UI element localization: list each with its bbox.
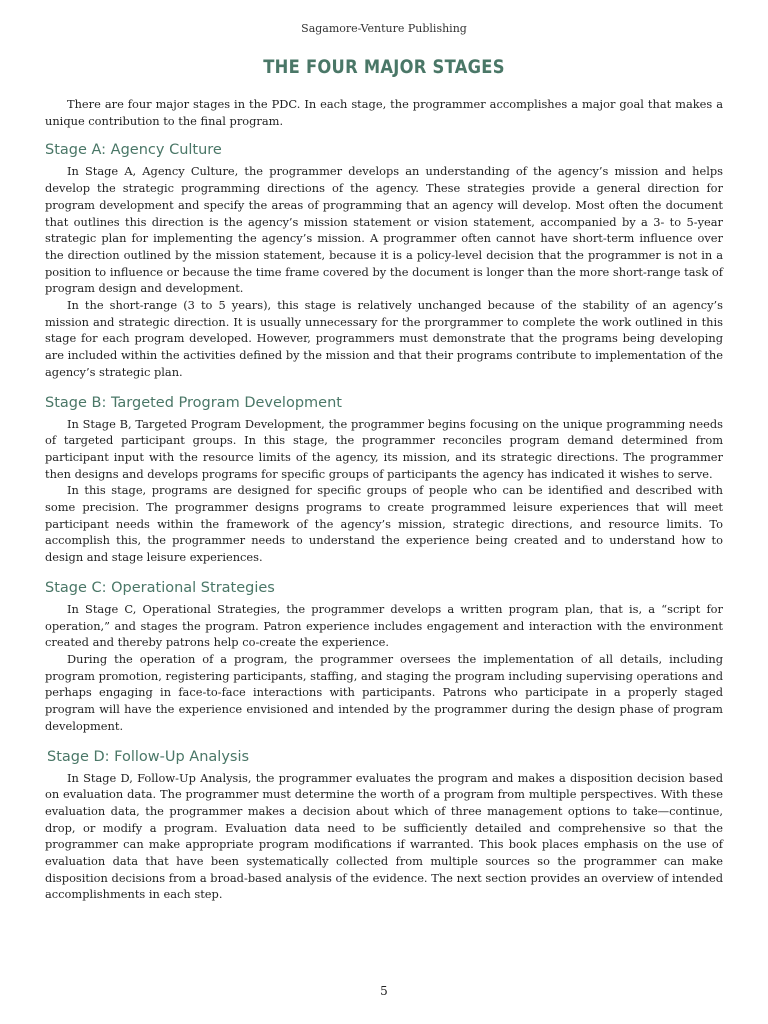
stage-b-heading: Stage B: Targeted Program Development [45,394,342,411]
page-number: 5 [380,984,388,998]
stage-a-heading: Stage A: Agency Culture [45,142,222,159]
stage-c-paragraph-1: In Stage C, Operational Strategies, the programmer develops a written program plan, that is, a “script for operation,” and stages the program. Patron experience includes engagement and interaction with the environment created and thereby patrons help co-create the experience. [45,601,723,650]
stage-c-paragraph-2: During the operation of a program, the programmer oversees the implementation of all details, including program promotion, registering participants, staffing, and staging the program including supervising operations and perhaps engaging in face-to-face interactions with participants. Patrons who participate in a properly staged program will have the experience envisioned and intended by the programmer during the design phase of program development. [45,651,723,733]
stage-a-paragraph-1: In Stage A, Agency Culture, the programmer develops an understanding of the agency’s mission and helps develop the strategic programming directions of the agency. These strategies provide a general direction for program development and specify the areas of programming that an agency will develop. Most often the document that outlines this direction is the agency’s mission statement or vision statement, accompanied by a 3- to 5-year strategic plan for implementing the agency’s mission. A programmer often cannot have short-term influence over the direction outlined by the mission statement, because it is a policy-level decision that the programmer is not in a position to influence or because the time frame covered by the document is longer than the more short-range task of program design and development. [45,164,723,296]
stage-c-heading: Stage C: Operational Strategies [45,579,275,596]
stage-d-paragraph-1: In Stage D, Follow-Up Analysis, the programmer evaluates the program and makes a disposition decision based on evaluation data. The programmer must determine the worth of a program from multiple perspectives. With these evaluation data, the programmer makes a decision about which of three management options to take—continue, drop, or modify a program. Evaluation data need to be sufficiently detailed and comprehensive so that the programmer can make appropriate program modifications if warranted. This book places emphasis on the use of evaluation data that have been systematically collected from multiple sources so the programmer can make disposition decisions from a broad-based analysis of the evidence. The next section provides an overview of intended accomplishments in each step. [45,770,723,902]
intro-paragraph: There are four major stages in the PDC. In each stage, the programmer accomplishes a major goal that makes a unique contribution to the final program. [45,97,723,128]
stage-b-paragraph-2: In this stage, programs are designed for specific groups of people who can be identified and described with some precision. The programmer designs programs to create programmed leisure experiences that will meet participant needs within the framework of the agency’s mission, strategic directions, and resource limits. To accomplish this, the programmer needs to understand the experience being created and to understand how to design and stage leisure experiences. [45,483,723,565]
page-title: THE FOUR MAJOR STAGES [263,56,505,78]
stage-d-heading: Stage D: Follow-Up Analysis [47,748,250,765]
stage-a-paragraph-2: In the short-range (3 to 5 years), this stage is relatively unchanged because of the stability of an agency’s mission and strategic direction. It is usually unnecessary for the prorgrammer to complete the work outlined in this stage for each program developed. However, programmers must demonstrate that the programs being developing are included within the activities defined by the mission and that their programs contribute to implementation of the agency’s strategic plan. [45,298,723,379]
publisher-header: Sagamore-Venture Publishing [301,22,467,35]
stage-b-paragraph-1: In Stage B, Targeted Program Development, the programmer begins focusing on the unique programming needs of targeted participant groups. In this stage, the programmer reconciles program demand determined from participant input with the resource limits of the agency, its mission, and its strategic directions. The programmer then designs and develops programs for specific groups of participants the agency has indicated it wishes to serve. [45,416,723,481]
page-body [45,96,723,903]
